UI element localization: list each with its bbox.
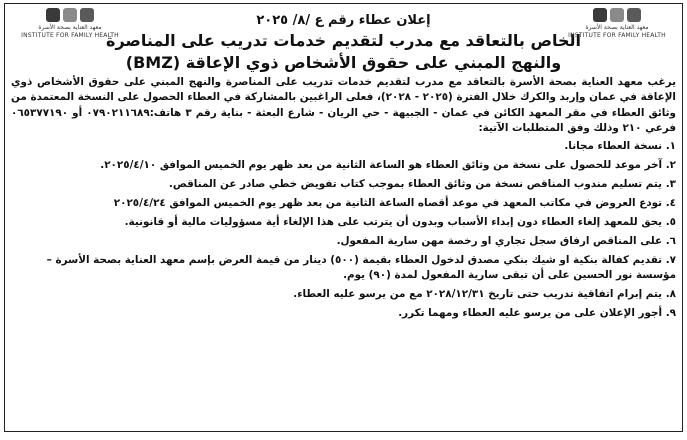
logo-arabic-text: معهد العناية بصحة الأسرة (38, 24, 102, 31)
list-item: ٤. تودع العروض في مكاتب المعهد في موعد أقصاه الساعة الثانية من بعد ظهر يوم الخميس الموافق ٢٠٢٥/٤/٢٤ (113, 196, 676, 209)
list-item: ٩. أجور الإعلان على من يرسو عليه العطاء ومهما تكرر. (398, 307, 676, 320)
institute-logo-right (558, 8, 676, 42)
logo-mark-icon (46, 8, 94, 22)
conditions-list (11, 139, 676, 322)
list-item: ٥. يحق للمعهد إلغاء العطاء دون إبداء الأسباب وبدون أن يترتب على هذا الإلغاء أية مسؤوليات مالية أو قانونية. (124, 215, 676, 228)
logo-english-text: INSTITUTE FOR FAMILY HEALTH (568, 32, 666, 39)
list-item: ١. نسخة العطاء مجانا. (564, 139, 676, 152)
logo-mark-icon (593, 8, 641, 22)
list-item: ٨. يتم إبرام اتفاقية تدريب حتى تاريخ ٢٠٢٨/١٢/٣١ مع من يرسو عليه العطاء. (293, 288, 676, 301)
tender-announcement (4, 3, 683, 432)
tender-subject-line2: والنهج المبني على حقوق الأشخاص ذوي الإعاقة (BMZ) (125, 53, 562, 72)
list-item: ٦. على المناقص ارفاق سجل تجاري او رخصة مهن سارية المفعول. (336, 234, 676, 247)
logo-arabic-text: معهد العناية بصحة الأسرة (585, 24, 649, 31)
list-item: ٢. آخر موعد للحصول على نسخة من وثائق العطاء هو الساعة الثانية من بعد ظهر يوم الخميس الموافق ٢٠٢٥/٤/١٠. (100, 158, 676, 171)
list-item: ٣. يتم تسليم مندوب المناقص نسخة من وثائق العطاء بموجب كتاب تفويض خطي صادر عن المناقص. (168, 177, 676, 190)
tender-subject-line1: الخاص بالتعاقد مع مدرب لتقديم خدمات تدريب على المناصرة (106, 31, 581, 50)
institute-logo-left (11, 8, 129, 42)
intro-paragraph: يرغب معهد العناية بصحة الأسرة بالتعاقد مع مدرب لتقديم خدمات تدريب على المناصرة والنهج المبني على حقوق الأشخاص ذوي الإعاقة في عمان وإربد والكرك خلال الفترة (٢٠٢٥ - ٢٠٢٨)، فعلى الراغبين بالمشاركة في العطاء الحصول على النسخة المعتمدة من وثائق العطاء في مقر المعهد الكائن في عمان - الجبيهة - حي الريان - شارع البعثة - بناية رقم ٣ هاتف:٠٧٩٠٢١١٦٨٩ أو ٠٦٥٣٧٧١٩٠ فرعي ٢١٠ وذلك وفق المتطلبات الآتية: (11, 76, 676, 135)
tender-number-title: إعلان عطاء رقم ع /٨/ ٢٠٢٥ (256, 13, 431, 28)
list-item: ٧. تقديم كفالة بنكية او شيك بنكي مصدق لدخول العطاء بقيمة (٥٠٠) دينار من قيمة العرض بإسم معهد العناية بصحة الأسرة – مؤسسة نور الحسين على أن تبقى سارية المفعول لمدة (٩٠) يوم. (46, 253, 676, 282)
logo-english-text: INSTITUTE FOR FAMILY HEALTH (21, 32, 119, 39)
